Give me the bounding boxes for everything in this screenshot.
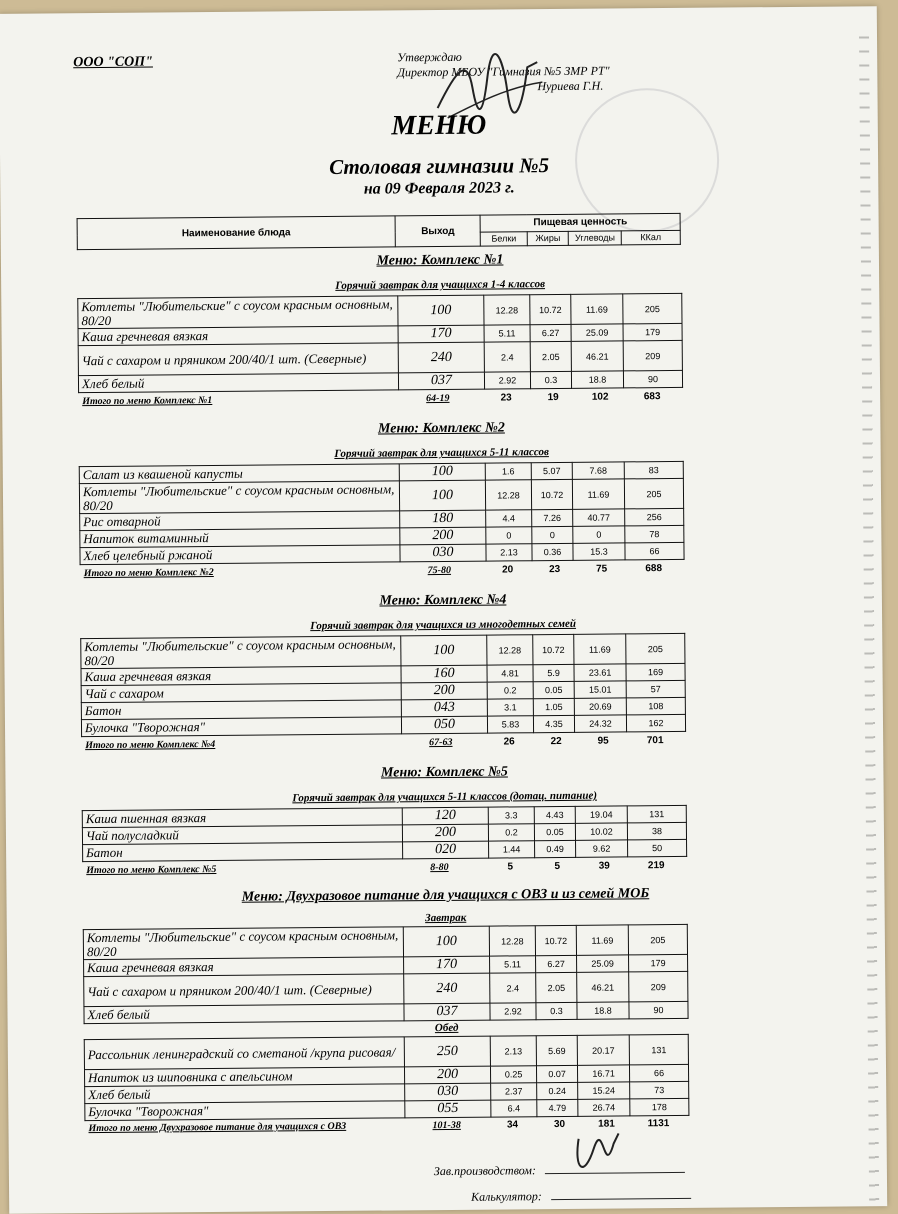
total-proteins: 34 [506, 1119, 519, 1131]
dish-fats: 0.24 [537, 1082, 578, 1099]
dish-kcal: 50 [628, 839, 687, 857]
dish-output: 030 [400, 544, 486, 562]
dish-kcal: 90 [623, 370, 682, 388]
section-title: Меню: Комплекс №1 [376, 252, 504, 269]
footer-calculator [471, 1188, 691, 1205]
page-subtitle: Столовая гимназии №5 [329, 153, 550, 179]
menu-table [82, 805, 687, 862]
dish-kcal: 66 [629, 1064, 688, 1082]
section-subtitle: Горячий завтрак для учащихся 1-4 классов [335, 278, 546, 292]
dish-output: 030 [405, 1083, 491, 1101]
dish-name: Напиток витаминный [80, 528, 400, 548]
section-title: Меню: Комплекс №5 [380, 764, 508, 781]
section-subtitle: Горячий завтрак для учащихся 5-11 классов (дотац. питание) [292, 789, 598, 805]
dish-output: 200 [404, 1066, 490, 1084]
col-proteins: Белки [481, 231, 528, 246]
menu-table [77, 293, 683, 393]
dish-carbs: 18.8 [571, 371, 623, 388]
total-output: 67-63 [429, 736, 453, 749]
dish-proteins: 0.2 [488, 824, 534, 841]
total-fats: 19 [547, 391, 559, 404]
dish-kcal: 209 [623, 340, 682, 371]
total-output: 8-80 [430, 861, 449, 874]
dish-kcal: 209 [629, 971, 688, 1002]
dish-carbs: 7.68 [572, 462, 624, 479]
dish-carbs: 40.77 [573, 509, 625, 526]
menu-date: на 09 Февраля 2023 г. [363, 179, 515, 198]
dish-fats: 4.79 [537, 1099, 578, 1116]
dish-fats: 4.35 [533, 715, 574, 732]
dish-carbs: 20.17 [577, 1035, 629, 1065]
dish-fats: 0.05 [533, 681, 574, 698]
dish-name: Булочка "Творожная" [81, 717, 401, 737]
dish-fats: 0.3 [536, 1002, 577, 1019]
dish-kcal: 131 [627, 805, 686, 823]
dish-proteins: 2.92 [484, 372, 530, 389]
dish-carbs: 15.01 [574, 681, 626, 698]
dish-fats: 1.05 [533, 698, 574, 715]
dish-name: Каша гречневая вязкая [81, 666, 401, 686]
dish-name: Хлеб белый [84, 1004, 404, 1024]
dish-output: 160 [401, 665, 487, 683]
dish-carbs: 11.69 [572, 479, 624, 509]
dish-proteins: 2.13 [486, 544, 532, 561]
dish-name: Салат из квашеной капусты [79, 464, 399, 484]
dish-fats: 0.49 [535, 840, 576, 857]
dish-carbs: 25.09 [577, 955, 629, 972]
dish-name: Рис отварной [80, 511, 400, 531]
dish-kcal: 256 [625, 508, 684, 526]
total-proteins: 5 [507, 861, 514, 873]
dish-proteins: 12.28 [485, 480, 531, 510]
dish-kcal: 73 [630, 1081, 689, 1099]
dish-kcal: 205 [628, 924, 687, 955]
dish-proteins: 3.1 [487, 699, 533, 716]
dish-kcal: 169 [626, 663, 685, 681]
dish-carbs: 16.71 [577, 1065, 629, 1082]
dish-name: Каша пшенная вязкая [82, 808, 402, 828]
section-subtitle: Горячий завтрак для учащихся из многодетных семей [310, 617, 577, 633]
ovz-breakfast-title: Завтрак [425, 911, 467, 925]
dish-carbs: 10.02 [575, 823, 627, 840]
dish-output: 100 [401, 635, 487, 666]
dish-output: 100 [399, 480, 485, 511]
dish-kcal: 179 [629, 954, 688, 972]
dish-fats: 0.3 [530, 371, 571, 388]
total-fats: 5 [554, 860, 561, 873]
menu-table [79, 461, 685, 565]
dish-proteins: 2.4 [484, 342, 530, 372]
dish-name: Котлеты "Любительские" с соусом красным основным, 80/20 [83, 927, 403, 960]
approval-name: Нуриева Г.Н. [537, 78, 604, 94]
dish-name: Хлеб белый [85, 1084, 405, 1104]
dish-fats: 5.9 [533, 664, 574, 681]
total-kcal: 688 [645, 563, 663, 575]
dish-output: 250 [404, 1036, 490, 1067]
dish-fats: 0.36 [532, 543, 573, 560]
page-title: МЕНЮ [391, 109, 487, 142]
dish-proteins: 2.92 [490, 1003, 536, 1020]
dish-fats: 7.26 [532, 509, 573, 526]
col-kcal: ККал [621, 230, 680, 245]
dish-fats: 5.07 [531, 462, 572, 479]
dish-output: 180 [400, 510, 486, 528]
section-subtitle: Горячий завтрак для учащихся 5-11 классов [334, 446, 549, 460]
dish-fats: 4.43 [534, 806, 575, 823]
dish-kcal: 205 [623, 293, 682, 324]
dish-output: 200 [401, 682, 487, 700]
dish-kcal: 108 [626, 697, 685, 715]
dish-kcal: 205 [624, 478, 683, 509]
dish-name: Чай с сахаром [81, 683, 401, 703]
dish-kcal: 38 [627, 822, 686, 840]
total-label: Итого по меню Комплекс №5 [86, 863, 217, 877]
total-kcal: 683 [643, 391, 661, 403]
dish-proteins: 4.81 [487, 665, 533, 682]
approval-director: Директор МБОУ "Гимназия №5 ЗМР РТ" [397, 63, 610, 80]
dish-name: Котлеты "Любительские" с соусом красным основным, 80/20 [79, 481, 399, 514]
dish-kcal: 131 [629, 1034, 688, 1065]
col-fats: Жиры [527, 231, 569, 246]
dish-name: Напиток из шиповника с апельсином [84, 1067, 404, 1087]
dish-proteins: 6.4 [491, 1100, 537, 1117]
dish-name: Котлеты "Любительские" с соусом красным основным, 80/20 [78, 296, 398, 329]
dish-output: 037 [404, 1003, 490, 1021]
dish-fats: 0 [532, 526, 573, 543]
dish-output: 020 [403, 841, 489, 859]
dish-proteins: 0.2 [487, 682, 533, 699]
dish-fats: 10.72 [533, 634, 574, 664]
total-carbs: 75 [596, 563, 608, 575]
dish-proteins: 2.4 [490, 973, 536, 1003]
total-output: 75-80 [427, 564, 452, 577]
dish-name: Чай полусладкий [82, 825, 402, 845]
dish-carbs: 46.21 [577, 972, 629, 1002]
dish-proteins: 3.3 [488, 807, 534, 824]
dish-kcal: 178 [630, 1098, 689, 1116]
dish-fats: 10.72 [531, 479, 572, 509]
dish-name: Каша гречневая вязкая [78, 326, 398, 346]
menu-table [83, 924, 689, 1024]
dish-carbs: 20.69 [574, 698, 626, 715]
total-fats: 22 [550, 735, 562, 748]
dish-name: Чай с сахаром и пряником 200/40/1 шт. (Северные) [78, 343, 398, 376]
dish-fats: 10.72 [530, 294, 571, 324]
dish-output: 120 [402, 807, 488, 825]
total-carbs: 39 [598, 860, 610, 872]
total-output: 101-38 [432, 1119, 461, 1132]
dish-name: Булочка "Творожная" [85, 1101, 405, 1121]
dish-output: 200 [402, 824, 488, 842]
dish-output: 100 [399, 463, 485, 481]
total-fats: 23 [549, 563, 561, 576]
section-title: Меню: Комплекс №4 [379, 592, 507, 609]
dish-name: Батон [83, 842, 403, 862]
dish-kcal: 205 [626, 633, 685, 664]
dish-proteins: 2.37 [491, 1083, 537, 1100]
dish-name: Каша гречневая вязкая [84, 957, 404, 977]
dish-output: 240 [398, 342, 484, 373]
dish-proteins: 1.6 [485, 463, 531, 480]
dish-output: 037 [398, 372, 484, 390]
ovz-lunch-title: Обед [434, 1021, 459, 1035]
dish-output: 100 [398, 295, 484, 326]
dish-carbs: 0 [573, 526, 625, 543]
dish-output: 170 [404, 956, 490, 974]
dish-proteins: 0 [486, 527, 532, 544]
dish-carbs: 18.8 [577, 1002, 629, 1019]
production-signature-icon [569, 1128, 630, 1189]
dish-fats: 6.27 [530, 324, 571, 341]
dish-carbs: 11.69 [571, 294, 623, 324]
footer-production [434, 1162, 685, 1179]
dish-fats: 5.69 [536, 1035, 577, 1065]
dish-carbs: 25.09 [571, 324, 623, 341]
total-carbs: 102 [591, 391, 609, 403]
dish-carbs: 24.32 [574, 715, 626, 732]
calculator-label: Калькулятор: [471, 1189, 542, 1204]
dish-carbs: 23.61 [574, 664, 626, 681]
col-name: Наименование блюда [77, 216, 395, 250]
dish-proteins: 5.83 [487, 716, 533, 733]
col-output: Выход [395, 215, 481, 247]
dish-kcal: 78 [625, 525, 684, 543]
approval-word: Утверждаю [397, 49, 462, 65]
dish-name: Батон [81, 700, 401, 720]
total-kcal: 1131 [647, 1118, 670, 1130]
dish-carbs: 11.69 [574, 634, 626, 664]
dish-fats: 0.05 [534, 823, 575, 840]
dish-kcal: 90 [629, 1001, 688, 1019]
dish-name: Хлеб целебный ржаной [80, 545, 400, 565]
dish-fats: 2.05 [530, 341, 571, 371]
organization-name: ООО "СОП" [73, 54, 153, 71]
column-header [77, 213, 681, 250]
dish-output: 050 [401, 716, 487, 734]
dish-fats: 0.07 [536, 1065, 577, 1082]
section-title: Меню: Комплекс №2 [377, 420, 505, 437]
total-kcal: 219 [647, 860, 665, 872]
dish-carbs: 15.24 [578, 1082, 630, 1099]
total-carbs: 181 [598, 1118, 615, 1130]
dish-output: 170 [398, 325, 484, 343]
dish-proteins: 4.4 [486, 510, 532, 527]
dish-carbs: 9.62 [576, 840, 628, 857]
dish-proteins: 5.11 [484, 325, 530, 342]
dish-kcal: 162 [626, 714, 685, 732]
dish-name: Хлеб белый [78, 373, 398, 393]
dish-name: Рассольник ленинградский со сметаной /крупа рисовая/ [84, 1037, 404, 1070]
dish-kcal: 179 [623, 323, 682, 341]
dish-carbs: 26.74 [578, 1099, 630, 1116]
dish-proteins: 12.28 [487, 635, 533, 665]
total-label: Итого по меню Комплекс №4 [85, 738, 216, 752]
total-proteins: 20 [502, 564, 514, 576]
menu-table [84, 1034, 690, 1121]
dish-output: 100 [403, 926, 489, 957]
dish-proteins: 12.28 [489, 926, 535, 956]
ovz-section-title: Меню: Двухразовое питание для учащихся с ОВЗ и из семей МОБ [241, 886, 650, 905]
total-fats: 30 [553, 1118, 566, 1131]
total-carbs: 95 [597, 735, 609, 747]
dish-carbs: 46.21 [571, 341, 623, 371]
total-output: 64-19 [426, 392, 450, 405]
total-label: Итого по меню Комплекс №2 [83, 566, 214, 580]
dish-output: 200 [400, 527, 486, 545]
menu-sheet [0, 6, 887, 1214]
total-kcal: 701 [646, 735, 664, 747]
dish-kcal: 66 [625, 542, 684, 560]
total-proteins: 26 [503, 736, 515, 748]
dish-kcal: 83 [624, 461, 683, 479]
dish-proteins: 5.11 [490, 956, 536, 973]
dish-fats: 6.27 [536, 955, 577, 972]
dish-fats: 10.72 [535, 925, 576, 955]
total-label: Итого по меню Комплекс №1 [82, 395, 213, 408]
dish-kcal: 57 [626, 680, 685, 698]
production-label: Зав.производством: [433, 1163, 537, 1179]
dish-carbs: 15.3 [573, 543, 625, 560]
total-proteins: 23 [500, 392, 512, 404]
dish-name: Чай с сахаром и пряником 200/40/1 шт. (Северные) [84, 974, 404, 1007]
dish-proteins: 1.44 [489, 841, 535, 858]
dish-proteins: 2.13 [490, 1036, 536, 1066]
dish-proteins: 0.25 [490, 1066, 536, 1083]
total-label: Итого по меню Двухразовое питание для учащихся с ОВЗ [88, 1120, 347, 1135]
dish-carbs: 19.04 [575, 806, 627, 823]
dish-proteins: 12.28 [484, 295, 530, 325]
col-carbs: Углеводы [569, 230, 622, 245]
dish-fats: 2.05 [536, 972, 577, 1002]
menu-table [80, 633, 686, 737]
dish-name: Котлеты "Любительские" с соусом красным основным, 80/20 [81, 636, 401, 669]
dish-carbs: 11.69 [576, 925, 628, 955]
dish-output: 043 [401, 699, 487, 717]
dish-output: 240 [404, 973, 490, 1004]
col-nutrition: Пищевая ценность [481, 213, 681, 231]
dish-output: 055 [405, 1100, 491, 1118]
